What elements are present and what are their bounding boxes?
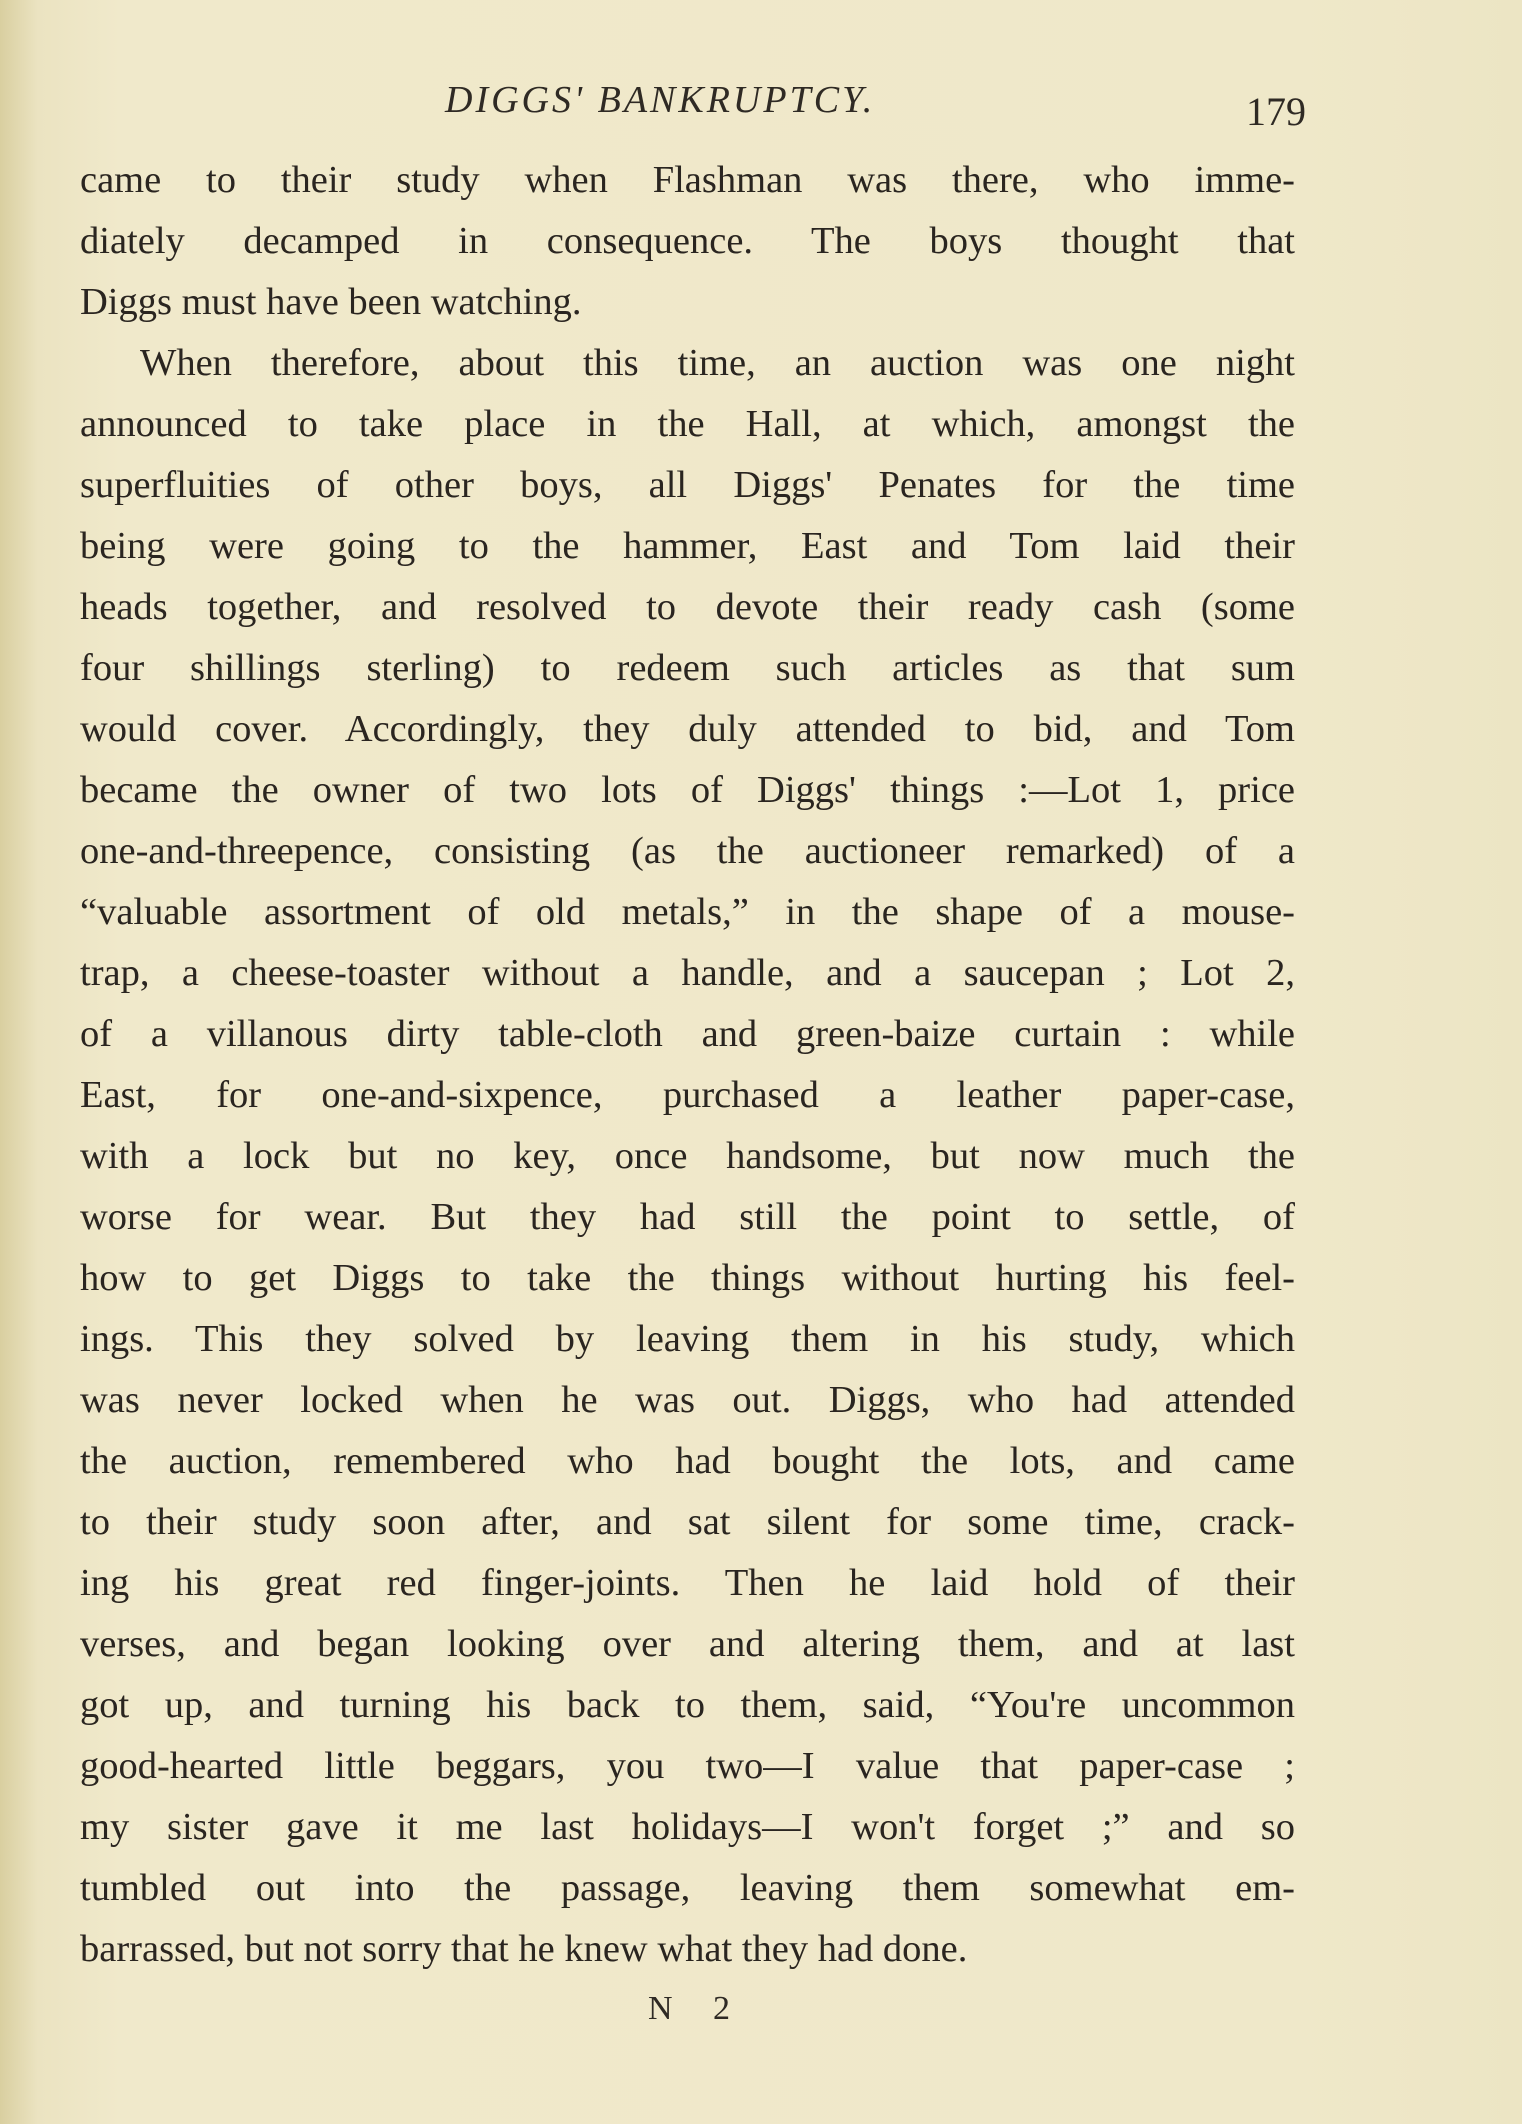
text-line: verses, and began looking over and altering them, and at last xyxy=(80,1623,1295,1665)
text-line: being were going to the hammer, East and Tom laid their xyxy=(80,525,1295,567)
text-line: ings. This they solved by leaving them in his study, which xyxy=(80,1318,1295,1360)
text-line: to their study soon after, and sat silent for some time, crack- xyxy=(80,1501,1295,1543)
text-line: East, for one-and-sixpence, purchased a leather paper-case, xyxy=(80,1074,1295,1116)
text-line: tumbled out into the passage, leaving them somewhat em- xyxy=(80,1867,1295,1909)
text-line: “valuable assortment of old metals,” in the shape of a mouse- xyxy=(80,891,1295,933)
signature-mark: N 2 xyxy=(648,1990,747,2027)
text-line: with a lock but no key, once handsome, but now much the xyxy=(80,1135,1295,1177)
text-line: my sister gave it me last holidays—I won't forget ;” and so xyxy=(80,1806,1295,1848)
text-line: barrassed, but not sorry that he knew what they had done. xyxy=(80,1928,968,1970)
text-line: diately decamped in consequence. The boys thought that xyxy=(80,220,1295,262)
text-line: of a villanous dirty table-cloth and green-baize curtain : while xyxy=(80,1013,1295,1055)
text-line: the auction, remembered who had bought the lots, and came xyxy=(80,1440,1295,1482)
running-head: DIGGS' BANKRUPTCY. xyxy=(445,79,876,121)
text-line: trap, a cheese-toaster without a handle, and a saucepan ; Lot 2, xyxy=(80,952,1295,994)
page-number: 179 xyxy=(1246,89,1306,134)
text-line: four shillings sterling) to redeem such articles as that sum xyxy=(80,647,1295,689)
text-line: worse for wear. But they had still the point to settle, of xyxy=(80,1196,1295,1238)
text-line: became the owner of two lots of Diggs' things :—Lot 1, price xyxy=(80,769,1295,811)
text-line: superfluities of other boys, all Diggs' Penates for the time xyxy=(80,464,1295,506)
body-text xyxy=(80,150,1295,1980)
text-line: came to their study when Flashman was there, who imme- xyxy=(80,159,1295,201)
text-line: good-hearted little beggars, you two—I value that paper-case ; xyxy=(80,1745,1295,1787)
text-line: announced to take place in the Hall, at which, amongst the xyxy=(80,403,1295,445)
text-line: Diggs must have been watching. xyxy=(80,281,582,323)
text-line: would cover. Accordingly, they duly attended to bid, and Tom xyxy=(80,708,1295,750)
text-line: one-and-threepence, consisting (as the auctioneer remarked) of a xyxy=(80,830,1295,872)
page-header xyxy=(0,78,1522,138)
text-line: ing his great red finger-joints. Then he laid hold of their xyxy=(80,1562,1295,1604)
text-line: got up, and turning his back to them, said, “You're uncommon xyxy=(80,1684,1295,1726)
text-line: was never locked when he was out. Diggs, who had attended xyxy=(80,1379,1295,1421)
text-line: heads together, and resolved to devote their ready cash (some xyxy=(80,586,1295,628)
text-line: how to get Diggs to take the things without hurting his feel- xyxy=(80,1257,1295,1299)
text-line: When therefore, about this time, an auction was one night xyxy=(140,342,1295,384)
